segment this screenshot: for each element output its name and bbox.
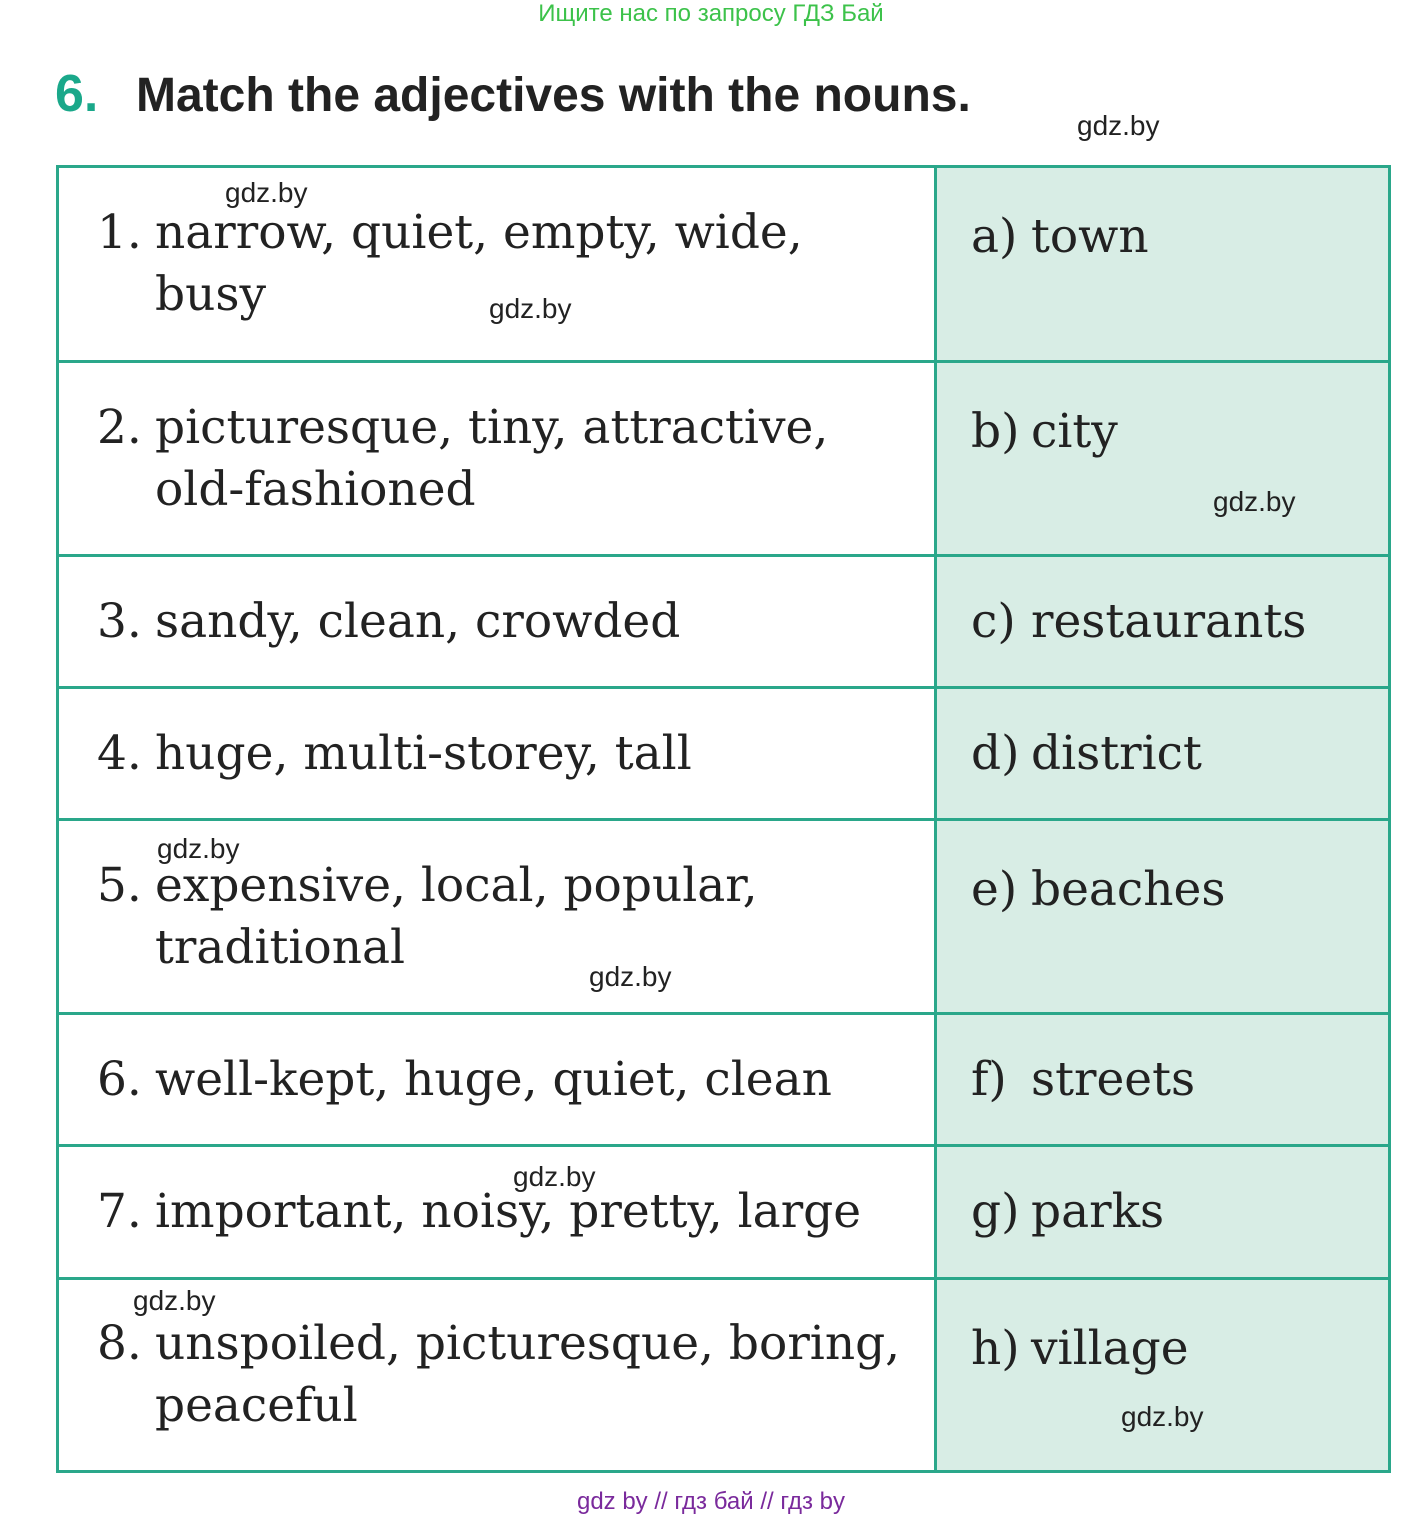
noun-letter: f) (971, 1051, 1007, 1107)
noun-text: village (1031, 1320, 1189, 1376)
item-number: 1. (97, 205, 142, 261)
adjectives-cell (58, 1146, 936, 1278)
noun-text: restaurants (1031, 593, 1307, 649)
watermark: gdz.by (513, 1161, 596, 1192)
item-number: 8. (97, 1315, 142, 1371)
noun-letter: a) (971, 209, 1018, 264)
watermark: gdz.by (489, 293, 572, 324)
noun-option (937, 401, 1388, 463)
item-number: 4. (97, 725, 142, 781)
adjectives-text: sandy, clean, crowded (155, 593, 681, 649)
noun-letter: g) (971, 1183, 1020, 1239)
item-number: 5. (97, 857, 142, 913)
watermark: gdz.by (589, 961, 672, 992)
adjectives-text: important, noisy, pretty, large (155, 1183, 862, 1239)
noun-option (937, 1049, 1388, 1111)
noun-letter: d) (971, 725, 1020, 781)
noun-option (937, 1181, 1388, 1243)
adjectives-cell (58, 688, 936, 820)
list-item (59, 1049, 934, 1111)
table-row (58, 1146, 1390, 1278)
adjectives-cell (58, 167, 936, 362)
watermark: gdz.by (1077, 110, 1160, 141)
adjectives-text: picturesque, tiny, attractive, old-fashioned (155, 399, 829, 517)
noun-cell (936, 362, 1390, 555)
item-number: 6. (97, 1051, 142, 1107)
noun-cell (936, 688, 1390, 820)
item-number: 2. (97, 399, 142, 455)
noun-letter: c) (971, 593, 1016, 649)
noun-cell (936, 555, 1390, 687)
noun-cell (936, 820, 1390, 1013)
adjectives-text: narrow, quiet, empty, wide, busy (155, 205, 803, 323)
noun-letter: e) (971, 862, 1018, 918)
noun-option (937, 591, 1388, 653)
noun-option (937, 1318, 1388, 1380)
noun-cell (936, 167, 1390, 362)
adjectives-text: well-kept, huge, quiet, clean (155, 1051, 832, 1107)
table-row (58, 555, 1390, 687)
noun-cell (936, 1278, 1390, 1472)
list-item (59, 591, 934, 653)
watermark: gdz.by (133, 1285, 216, 1316)
table-row (58, 1013, 1390, 1145)
noun-text: city (1031, 404, 1118, 460)
noun-text: parks (1031, 1183, 1165, 1239)
noun-cell (936, 1146, 1390, 1278)
exercise-title: Match the adjectives with the nouns. (136, 69, 971, 122)
watermark: gdz.by (1213, 486, 1296, 517)
noun-cell (936, 1013, 1390, 1145)
item-number: 7. (97, 1183, 142, 1239)
noun-option (937, 206, 1388, 268)
noun-text: district (1031, 725, 1202, 781)
list-item (59, 1313, 934, 1437)
table-row (58, 820, 1390, 1013)
list-item (59, 1181, 934, 1243)
noun-option (937, 723, 1388, 785)
adjectives-text: unspoiled, picturesque, boring, peaceful (155, 1315, 901, 1433)
noun-text: beaches (1031, 862, 1226, 918)
watermark: gdz.by (225, 177, 308, 208)
adjectives-text: huge, multi-storey, tall (155, 725, 692, 781)
watermark: gdz.by (1121, 1401, 1204, 1432)
footer-watermark: gdz by // гдз бай // гдз by (576, 1488, 846, 1515)
table-row (58, 688, 1390, 820)
noun-option (937, 859, 1388, 921)
list-item (59, 855, 934, 979)
top-banner: Ищите нас по запросу ГДЗ Бай (538, 0, 884, 27)
adjectives-cell (58, 1013, 936, 1145)
watermark: gdz.by (157, 833, 240, 864)
adjectives-text: expensive, local, popular, traditional (155, 857, 758, 975)
table-row (58, 1278, 1390, 1472)
list-item (59, 397, 934, 521)
noun-letter: h) (971, 1320, 1020, 1376)
noun-text: town (1031, 209, 1149, 264)
match-table (56, 165, 1391, 1473)
exercise-number: 6. (55, 65, 99, 123)
adjectives-cell (58, 555, 936, 687)
table-row (58, 362, 1390, 555)
noun-letter: b) (971, 404, 1020, 460)
list-item (59, 723, 934, 785)
item-number: 3. (97, 593, 142, 649)
noun-text: streets (1031, 1051, 1196, 1107)
adjectives-cell (58, 362, 936, 555)
